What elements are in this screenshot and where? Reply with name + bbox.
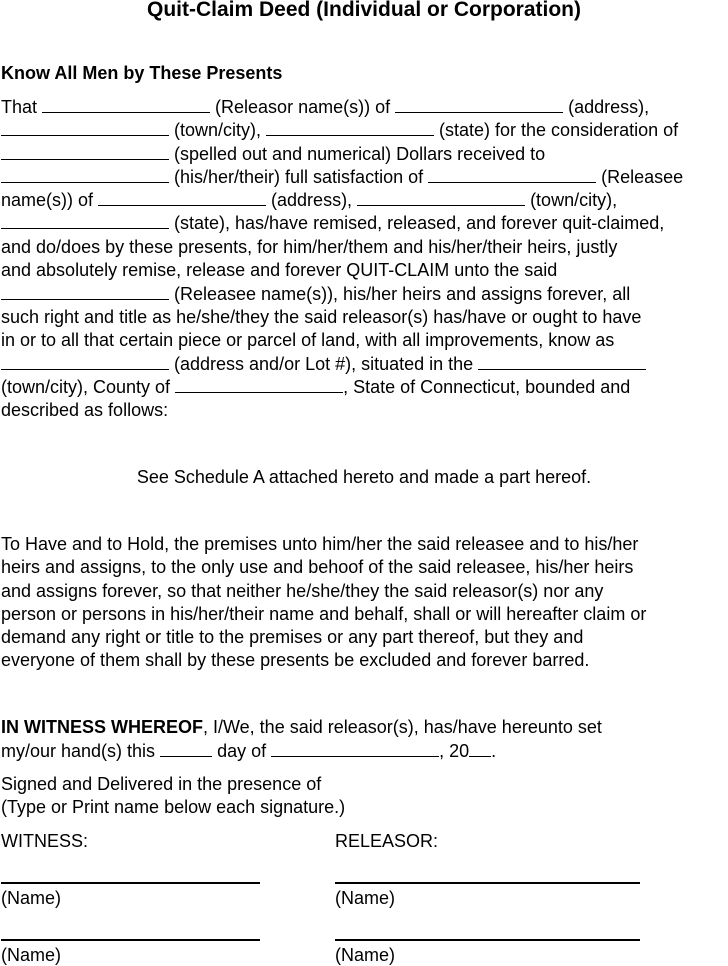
witness-label: WITNESS: bbox=[1, 831, 89, 851]
para1-line-5: name(s)) of (address), (town/city), bbox=[1, 190, 618, 210]
para2-line-3: and assigns forever, so that neither he/she/they the said releasor(s) nor any bbox=[1, 581, 604, 601]
para2-line-4: person or persons in his/her/their name and behalf, shall or will hereafter claim or bbox=[1, 604, 647, 624]
month-blank[interactable] bbox=[271, 740, 439, 757]
para1-line-9: (Releasee name(s)), his/her heirs and assigns forever, all bbox=[1, 283, 630, 305]
witness-clause-line-1: IN WITNESS WHEREOF, I/We, the said releasor(s), has/have hereunto set bbox=[1, 717, 602, 737]
para1-line-7: and do/does by these presents, for him/her/them and his/her/their heirs, justly bbox=[1, 237, 618, 257]
releasee-name-blank[interactable] bbox=[428, 166, 596, 183]
consideration-amount-blank[interactable] bbox=[1, 143, 169, 160]
document-heading: Know All Men by These Presents bbox=[1, 63, 283, 83]
property-town-blank[interactable] bbox=[478, 353, 646, 370]
para1-line-1: That (Releasor name(s)) of (address), bbox=[1, 97, 650, 117]
witness-clause-line-2: my/our hand(s) this day of , 20 . bbox=[1, 741, 497, 761]
witness-1-signature-line[interactable] bbox=[1, 882, 260, 884]
para1-line-4: (his/her/their) full satisfaction of (Releasee bbox=[1, 166, 683, 188]
para1-line-13: (town/city), County of , State of Connecticut, bounded and bbox=[1, 377, 631, 397]
day-blank[interactable] bbox=[160, 740, 212, 757]
document-title: Quit-Claim Deed (Individual or Corporation) bbox=[146, 0, 581, 21]
releasee-state-blank[interactable] bbox=[1, 212, 169, 229]
property-address-blank[interactable] bbox=[1, 353, 169, 370]
para1-line-12: (address and/or Lot #), situated in the bbox=[1, 353, 646, 375]
para2-line-5: demand any right or title to the premises or any part thereof, but they and bbox=[1, 627, 584, 647]
signed-delivered-line: Signed and Delivered in the presence of bbox=[1, 774, 322, 794]
releasor-1-name-label: (Name) bbox=[335, 888, 396, 908]
releasee-address-blank[interactable] bbox=[98, 189, 266, 206]
releasor-town-blank[interactable] bbox=[1, 119, 169, 136]
satisfaction-party-blank[interactable] bbox=[1, 166, 169, 183]
releasor-name-blank[interactable] bbox=[42, 96, 210, 113]
para1-line-14: described as follows: bbox=[1, 400, 169, 420]
releasor-2-name-label: (Name) bbox=[335, 945, 396, 965]
releasee-name-2-blank[interactable] bbox=[1, 283, 169, 300]
witness-2-signature-line[interactable] bbox=[1, 939, 260, 941]
releasee-town-blank[interactable] bbox=[357, 189, 525, 206]
releasor-label: RELEASOR: bbox=[335, 831, 439, 851]
para2-line-2: heirs and assigns, to the only use and behoof of the said releasee, his/her heirs bbox=[1, 557, 634, 577]
para1-line-10: such right and title as he/she/they the said releasor(s) has/have or ought to have bbox=[1, 307, 642, 327]
para1-line-3: (spelled out and numerical) Dollars received to bbox=[1, 143, 545, 165]
releasor-address-blank[interactable] bbox=[395, 96, 563, 113]
para2-line-1: To Have and to Hold, the premises unto him/her the said releasee and to his/her bbox=[1, 534, 639, 554]
witness-2-name-label: (Name) bbox=[1, 945, 62, 965]
para1-line-11: in or to all that certain piece or parcel of land, with all improvements, know as bbox=[1, 330, 615, 350]
county-blank[interactable] bbox=[175, 376, 343, 393]
schedule-a-line: See Schedule A attached hereto and made a part hereof. bbox=[136, 467, 592, 487]
para1-line-8: and absolutely remise, release and forever QUIT-CLAIM unto the said bbox=[1, 260, 558, 280]
para1-line-6: (state), has/have remised, released, and forever quit-claimed, bbox=[1, 212, 664, 234]
witness-1-name-label: (Name) bbox=[1, 888, 62, 908]
year-blank[interactable] bbox=[469, 740, 491, 757]
para2-line-6: everyone of them shall by these presents be excluded and forever barred. bbox=[1, 650, 590, 670]
para1-line-2: (town/city), (state) for the consideration of bbox=[1, 119, 678, 141]
print-name-instruction: (Type or Print name below each signature.) bbox=[1, 797, 346, 817]
releasor-2-signature-line[interactable] bbox=[335, 939, 640, 941]
releasor-1-signature-line[interactable] bbox=[335, 882, 640, 884]
releasor-state-blank[interactable] bbox=[266, 119, 434, 136]
